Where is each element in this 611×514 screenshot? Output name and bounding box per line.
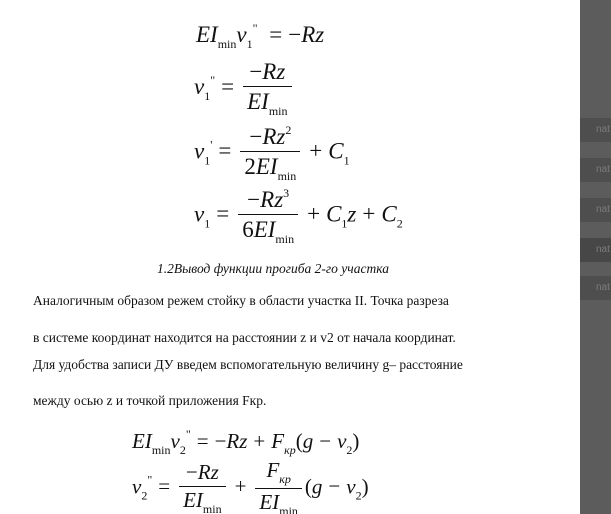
panel-item[interactable]: nat [580,198,611,222]
right-panel [580,0,611,514]
equation-1: $EI_{min}v_1^" = -Rz$ [196,21,325,51]
panel-item[interactable]: nat [580,276,611,300]
equation-4: $v_1$ = $\frac{-Rz^3}{6EI_{min}}$ + $C_1z + C_2$ [194,186,403,246]
paragraph-line-4: между осью z и точкой приложения Fкр. [33,393,267,408]
equation-3: $v_1'$ = $\frac{-Rz^2}{2EI_{min}}$ + $C_1$ [194,123,350,183]
panel-item[interactable]: nat [580,238,611,262]
paragraph-line-3: Для удобства записи ДУ введем вспомогательную величину g– расстояние [33,357,463,372]
equation-5: $EI_{min}v_2^" = -Rz + F_{кр}(g - v_2)$ [132,427,360,457]
equation-6: $v_2^"$ = $\frac{-Rz}{EI_{min}}$ + $\frac{F_{кр}}{EI_{min}}$ $(g - v_2)$ [132,458,369,514]
paragraph-line-1: Аналогичным образом режем стойку в области участка II. Точка разреза [33,293,449,308]
panel-item[interactable]: nat [580,158,611,182]
panel-item[interactable]: nat [580,118,611,142]
paragraph-line-2: в системе координат находится на расстоянии z и v2 от начала координат. [33,330,456,345]
section-caption: 1.2Вывод функции прогиба 2-го участка [157,261,389,276]
equation-2: $v_1^"$ = $\frac{-Rz}{EI_{min}}$ [194,60,295,117]
